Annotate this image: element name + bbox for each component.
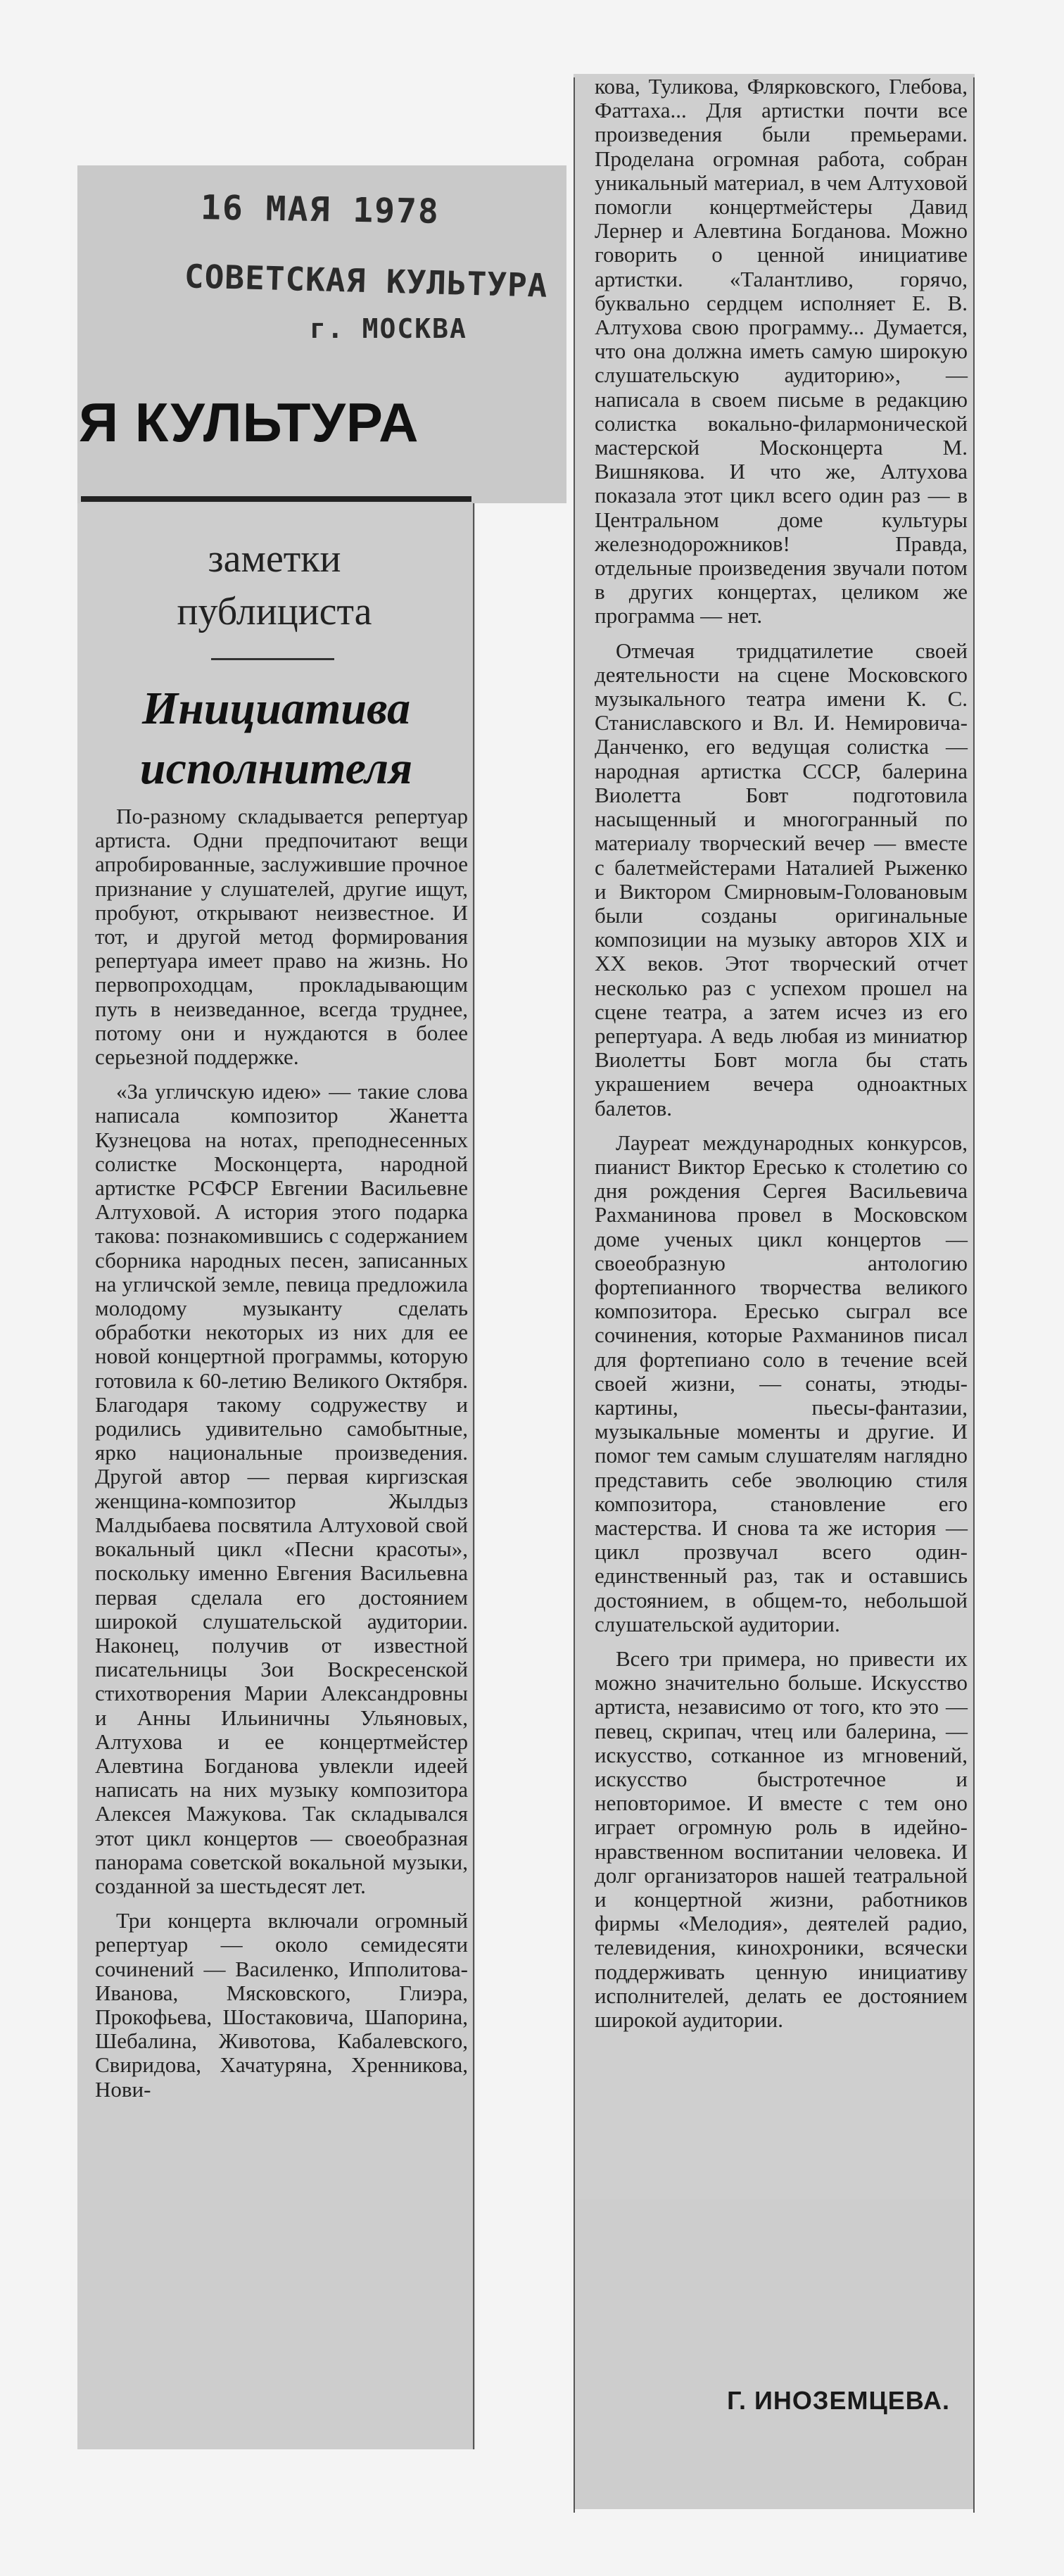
clipping-edge-line xyxy=(973,77,975,2513)
article-right-column xyxy=(595,75,968,2043)
headline-line-1: Инициатива xyxy=(141,683,411,734)
right-column-tail-clipping xyxy=(574,2199,975,2509)
article-paragraph: По-разному складывается репертуар артиста. Одни предпочитают вещи апробированные, заслужившие прочное признание у слушателей, другие ищут, пробуют, открывают неизвестное. И тот, и другой метод формирования репертуара имеет право на жизнь. Но первопроходцам, прокладывающим путь в неизведанное, всегда труднее, потому они и нуждаются в более серьезной поддержке. xyxy=(95,804,468,1070)
rubric-line-2: публициста xyxy=(177,590,372,633)
article-paragraph: Лауреат международных конкурсов, пианист Виктор Ересько к столетию со дня рождения Сергея Васильевича Рахманинова провел в Московском доме ученых цикл концертов — своеобразную антологию фортепианного творчества великого композитора. Ересько сыграл все сочинения, которые Рахманинов писал для фортепиано соло в течение всей своей жизни, — сонаты, этюды-картины, пьесы-фантазии, музыкальные моменты и другие. И помог тем самым слушателям наглядно представить себе эволюцию стиля композитора, становление его мастерства. И снова та же история — цикл прозвучал всего один-единственный раз, так и оставшись достоянием, в общем-то, небольшой слушательской аудитории. xyxy=(595,1130,968,1636)
stamp-newspaper-name: СОВЕТСКАЯ КУЛЬТУРА xyxy=(184,257,549,305)
headline-line-2: исполнителя xyxy=(139,743,413,794)
clipping-edge-line xyxy=(574,77,575,2513)
author-signature: Г. ИНОЗЕМЦЕВА. xyxy=(727,2386,950,2415)
article-left-column xyxy=(95,804,468,2112)
article-paragraph: кова, Туликова, Флярковского, Глебова, Фаттаха... Для артистки почти все произведения были премьерами. Проделана огромная работа, собран уникальный материал, в чем Алтуховой помогли концертмейстеры Давид Лернер и Алевтина Богданова. Можно говорить о ценной инициативе артистки. «Талантливо, горячо, буквально сердцем исполняет Е. В. Алтухова свою программу... Думается, что она должна иметь самую широкую слушательскую аудиторию», — написала в своем письме в редакцию солистка вокально-филармонической мастерской Москонцерта М. Вишнякова. И что же, Алтухова показала этот цикл всего один раз — в Центральном доме культуры железнодорожников! Правда, отдельные произведения звучали потом в других концертах, целиком же программа — нет. xyxy=(595,74,968,629)
rubric-divider xyxy=(211,658,334,660)
article-paragraph: Три концерта включали огромный репертуар — около семидесяти сочинений — Василенко, Ипполитова-Иванова, Мясковского, Глиэра, Прокофьева, Шостаковича, Шапорина, Шебалина, Животова, Кабалевского, Свиридова, Хачатуряна, Хренникова, Нови- xyxy=(95,1908,468,2102)
rubric-line-1: заметки xyxy=(208,537,341,581)
newspaper-masthead: Я КУЛЬТУРА xyxy=(79,391,419,453)
stamp-date: 16 МАЯ 1978 xyxy=(200,188,441,232)
article-paragraph: «За угличскую идею» — такие слова написала композитор Жанетта Кузнецова на нотах, преподнесенных солистке Москонцерта, народной артистке РСФСР Евгении Васильевне Алтуховой. А история этого подарка такова: познакомившись с содержанием сборника народных песен, записанных на угличской земле, певица предложила молодому музыканту сделать обработки некоторых из них для ее новой концертной программы, которую готовила к 60-летию Великого Октября. Благодаря такому содружеству и родились удивительно самобытные, ярко национальные произведения. Другой автор — первая киргизская женщина-композитор Жылдыз Малдыбаева посвятила Алтуховой свой вокальный цикл «Песни красоты», поскольку именно Евгения Васильевна первая сделала его достоянием широкой слушательской аудитории. Наконец, получив от известной писательницы Зои Воскресенской стихотворения Марии Александровны и Анны Ильиничны Ульяновых, Алтухова и ее концертмейстер Алевтина Богданова увлекли идеей написать на них музыку композитора Алексея Мажукова. Так складывался этот цикл концертов — своеобразная панорама советской вокальной музыки, созданной за шестьдесят лет. xyxy=(95,1079,468,1898)
masthead-rule xyxy=(81,496,471,502)
article-paragraph: Всего три примера, но привести их можно значительно больше. Искусство артиста, независимо от того, кто это — певец, скрипач, чтец или балерина, — искусство, сотканное из мгновений, искусство быстротечное и неповторимое. И вместе с тем оно играет огромную роль в идейно-нравственном воспитании человека. И долг организаторов нашей театральной и концертной жизни, работников фирмы «Мелодия», деятелей радио, телевидения, кинохроники, всячески поддерживать ценную инициативу исполнителей, делать ее достоянием широкой аудитории. xyxy=(595,1646,968,2033)
article-paragraph: Отмечая тридцатилетие своей деятельности на сцене Московского музыкального театра имени К. С. Станиславского и Вл. И. Немировича-Данченко, его ведущая солистка — народная артистка СССР, балерина Виолетта Бовт подготовила насыщенный и многогранный по материалу творческий вечер — вместе с балетмейстерами Наталией Рыженко и Виктором Смирновым-Головановым были созданы оригинальные композиции на музыку авторов XIX и XX веков. Этот творческий отчет несколько раз с успехом прошел на сцене театра, а затем исчез из его репертуара. А ведь любая из миниатюр Виолетты Бовт могла бы стать украшением вечера одноактных балетов. xyxy=(595,638,968,1120)
stamp-city: г. МОСКВА xyxy=(310,313,467,344)
clipping-edge-line xyxy=(473,503,474,2449)
